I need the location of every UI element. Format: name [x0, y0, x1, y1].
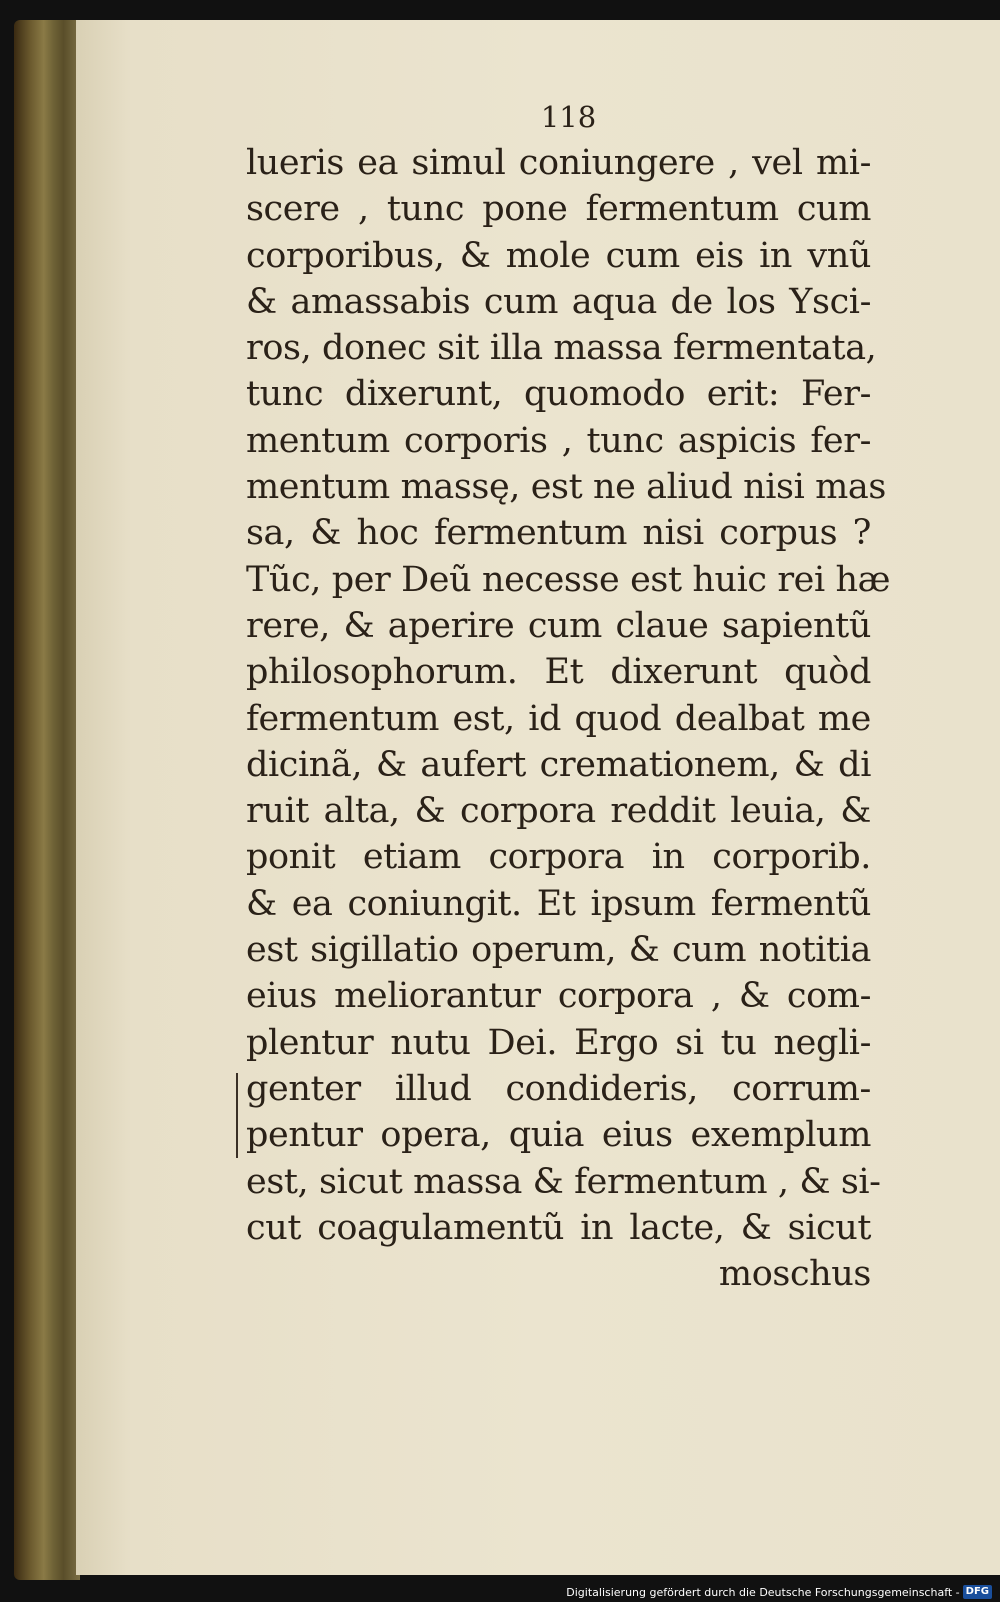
- text-line: lueris ea simul coniungere , vel mi-: [246, 143, 871, 183]
- catchword: moschus: [718, 1254, 871, 1295]
- text-line: plentur nutu Dei. Ergo si tu negli-: [246, 1022, 871, 1063]
- text-line: mentum massę, est ne aliud nisi mas: [246, 467, 886, 508]
- page-number: 118: [540, 100, 597, 134]
- text-line: corporibus, & mole cum eis in vnũ: [246, 235, 871, 276]
- text-line: & amassabis cum aqua de los Ysci-: [246, 281, 871, 322]
- text-line: ruit alta, & corpora reddit leuia, &: [246, 791, 871, 832]
- text-line: Tũc, per Deũ necesse est huic rei hæ: [246, 559, 891, 600]
- digitization-footer: [566, 1585, 992, 1599]
- text-line: scere , tunc pone fermentum cum: [246, 189, 871, 230]
- footer-text: Digitalisierung gefördert durch die Deutsche Forschungsgemeinschaft -: [566, 1585, 960, 1599]
- text-line: genter illud condideris, corrum-: [246, 1068, 871, 1109]
- text-line: mentum corporis , tunc aspicis fer-: [246, 420, 871, 461]
- text-line: sa, & hoc fermentum nisi corpus ?: [246, 513, 871, 554]
- text-line: fermentum est, id quod dealbat me: [246, 698, 871, 739]
- margin-bracket-mark: [236, 1073, 241, 1158]
- text-line: & ea coniungit. Et ipsum fermentũ: [246, 883, 871, 924]
- text-line: dicinã, & aufert cremationem, & di: [246, 744, 871, 785]
- text-line: rere, & aperire cum claue sapientũ: [246, 605, 871, 646]
- text-line: est sigillatio operum, & cum notitia: [246, 930, 871, 971]
- text-line: tunc dixerunt, quomodo erit: Fer-: [246, 374, 871, 415]
- text-line: pentur opera, quia eius exemplum: [246, 1115, 871, 1156]
- text-line: philosophorum. Et dixerunt quòd: [246, 652, 871, 693]
- book-edge: [14, 20, 80, 1580]
- text-line: ros, donec sit illa massa fermentata,: [246, 328, 877, 369]
- text-line: ponit etiam corpora in corporib.: [246, 837, 871, 878]
- dfg-logo-icon: DFG: [963, 1585, 992, 1599]
- text-line: eius meliorantur corpora , & com-: [246, 976, 871, 1017]
- text-block: [246, 100, 891, 1297]
- text-line: est, sicut massa & fermentum , & si-: [246, 1161, 881, 1202]
- text-line: cut coagulamentũ in lacte, & sicut: [246, 1207, 871, 1248]
